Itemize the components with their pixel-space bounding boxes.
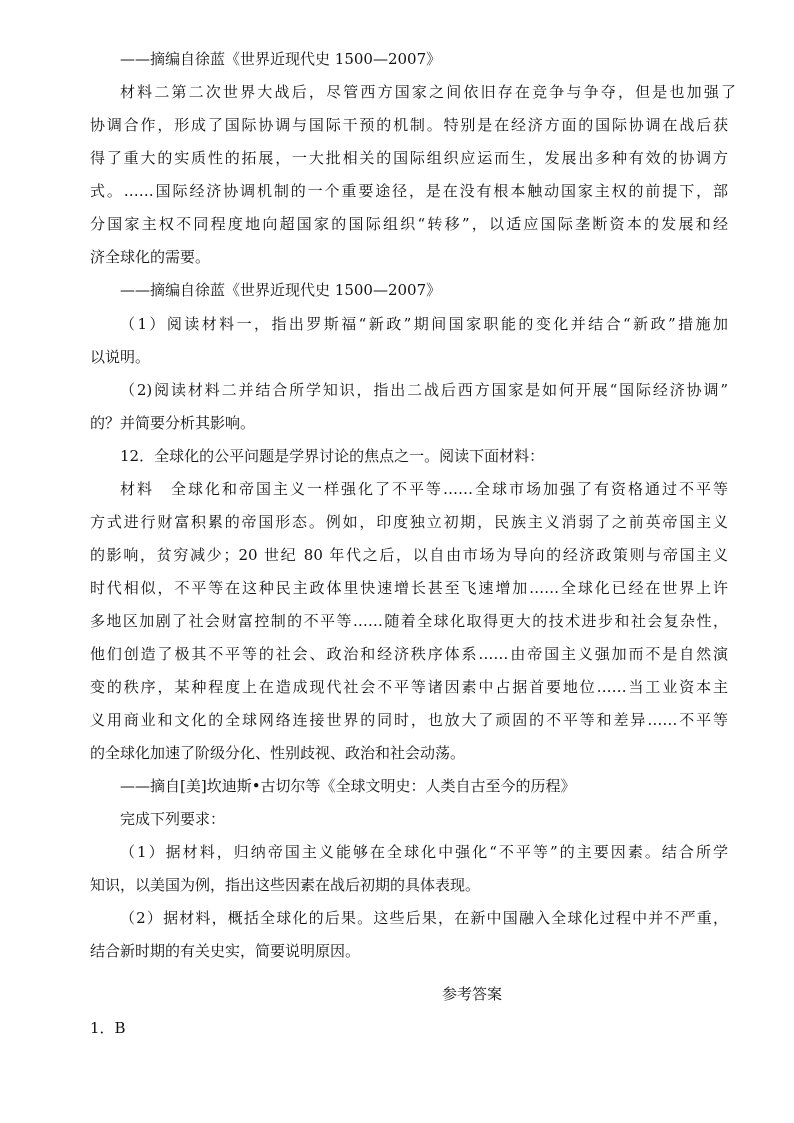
material-line-8: 义用商业和文化的全球网络连接世界的同时，也放大了顽固的不平等和差异……不平等 [90,711,728,729]
material-two-line-5: 分国家主权不同程度地向超国家的国际组织“转移”，以适应国际垄断资本的发展和经 [90,215,728,233]
requirements-heading: 完成下列要求： [120,810,226,828]
answer-1: 1．B [90,1019,126,1037]
question-12-part-2-line-2: 结合新时期的有关史实，简要说明原因。 [90,942,361,960]
source-citation-1: ——摘编自徐蓝《世界近现代史 1500—2007》 [120,50,442,68]
source-citation-2: ——摘编自徐蓝《世界近现代史 1500—2007》 [120,281,442,299]
question-12-part-2-line-1: （2）据材料，概括全球化的后果。这些后果，在新中国融入全球化过程中并不严重， [120,909,728,927]
material-line-1: 材料 全球化和帝国主义一样强化了不平等……全球市场加强了有资格通过不平等 [120,480,728,498]
question-11-part-2-line-2: 的？并简要分析其影响。 [90,414,256,432]
material-line-4: 时代相似，不平等在这种民主政体里快速增长甚至飞速增加……全球化已经在世界上许 [90,579,728,597]
material-line-6: 他们创造了极其不平等的社会、政治和经济秩序体系……由帝国主义强加而不是自然演 [90,645,728,663]
material-line-2: 方式进行财富积累的帝国形态。例如，印度独立初期，民族主义消弱了之前英帝国主义 [90,513,728,531]
material-line-9: 的全球化加速了阶级分化、性别歧视、政治和社会动荡。 [90,744,466,762]
question-12-part-1-line-2: 知识，以美国为例，指出这些因素在战后初期的具体表现。 [90,876,481,894]
material-two-line-1: 材料二第二次世界大战后，尽管西方国家之间依旧存在竞争与争夺，但是也加强了 [120,83,736,101]
source-citation-3: ——摘自[美]坎迪斯•古切尔等《全球文明史：人类自古至今的历程》 [120,777,576,795]
material-two-line-2: 协调合作，形成了国际协调与国际干预的机制。特别是在经济方面的国际协调在战后获 [90,116,728,134]
question-12-part-1-line-1: （1）据材料，归纳帝国主义能够在全球化中强化“不平等”的主要因素。结合所学 [120,843,728,861]
question-11-part-1-line-1: （1）阅读材料一，指出罗斯福“新政”期间国家职能的变化并结合“新政”措施加 [120,315,728,333]
answer-key-heading: 参考答案 [441,985,502,1003]
material-line-5: 多地区加剧了社会财富控制的不平等……随着全球化取得更大的技术进步和社会复杂性， [90,612,728,630]
material-line-7: 变的秩序，某种程度上在造成现代社会不平等诸因素中占据首要地位……当工业资本主 [90,678,728,696]
material-two-line-3: 得了重大的实质性的拓展，一大批相关的国际组织应运而生，发展出多种有效的协调方 [90,149,728,167]
question-11-part-2-line-1: （2)阅读材料二并结合所学知识，指出二战后西方国家是如何开展“国际经济协调” [120,381,728,399]
material-line-3: 的影响，贫穷减少；20 世纪 80 年代之后，以自由市场为导向的经济政策则与帝国主义 [90,546,728,564]
question-12-heading: 12．全球化的公平问题是学界讨论的焦点之一。阅读下面材料： [120,447,545,465]
question-11-part-1-line-2: 以说明。 [90,348,151,366]
material-two-line-6: 济全球化的需要。 [90,248,211,266]
material-two-line-4: 式。……国际经济协调机制的一个重要途径，是在没有根本触动国家主权的前提下，部 [90,182,728,200]
